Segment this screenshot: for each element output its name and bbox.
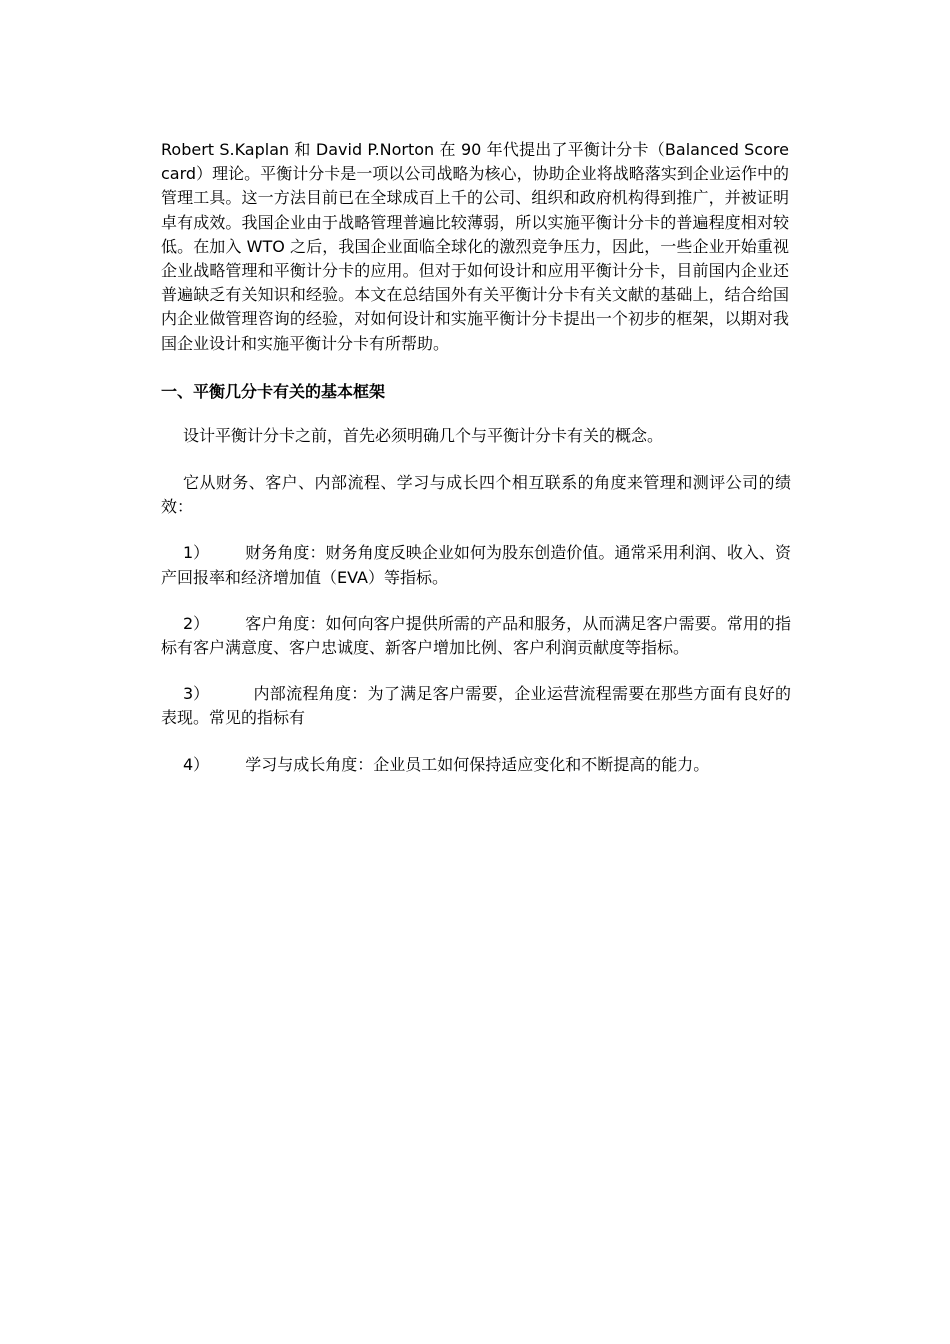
concepts-paragraph: 设计平衡计分卡之前，首先必须明确几个与平衡计分卡有关的概念。 [183, 425, 664, 445]
list-item-number: 2） [183, 613, 210, 633]
list-item-text: 财务角度：财务角度反映企业如何为股东创造价值。通常采用利润、收入、资产回报率和经济增加值（EVA）等指标。 [161, 543, 791, 587]
list-item-learning-growth [161, 753, 791, 777]
list-item-financial [161, 541, 791, 589]
list-item-number: 3） [183, 684, 210, 704]
list-item-number: 4） [183, 754, 210, 774]
list-item-text: 内部流程角度：为了满足客户需要，企业运营流程需要在那些方面有良好的表现。常见的指标有 [161, 684, 791, 728]
list-item-number: 1） [183, 543, 210, 563]
perspectives-paragraph: 它从财务、客户、内部流程、学习与成长四个相互联系的角度来管理和测评公司的绩效： [161, 473, 791, 517]
list-item-customer [161, 612, 791, 660]
document-body [161, 138, 791, 777]
list-item-internal-process [161, 682, 791, 730]
section-heading: 一、平衡几分卡有关的基本框架 [161, 381, 386, 401]
list-item-text: 客户角度：如何向客户提供所需的产品和服务，从而满足客户需要。常用的指标有客户满意度、客户忠诚度、新客户增加比例、客户利润贡献度等指标。 [161, 613, 791, 658]
list-item-text: 学习与成长角度：企业员工如何保持适应变化和不断提高的能力。 [245, 754, 710, 774]
intro-paragraph: Robert S.Kaplan 和 David P.Norton 在 90 年代提出了平衡计分卡（Balanced Scorecard）理论。平衡计分卡是一项以公司战略为核心，协助企业将战略落实到企业运作中的管理工具。这一方法目前已在全球成百上千的公司、组织和政府机构得到推广，并被证明卓有成效。我国企业由于战略管理普遍比较薄弱，所以实施平衡计分卡的普遍程度相对较低。在加入 WTO 之后，我国企业面临全球化的激烈竞争压力，因此，一些企业开始重视企业战略管理和平衡计分卡的应用。但对于如何设计和应用平衡计分卡，目前国内企业还普遍缺乏有关知识和经验。本文在总结国外有关平衡计分卡有关文献的基础上，结合给国内企业做管理咨询的经验，对如何设计和实施平衡计分卡提出一个初步的框架，以期对我国企业设计和实施平衡计分卡有所帮助。 [161, 140, 789, 353]
